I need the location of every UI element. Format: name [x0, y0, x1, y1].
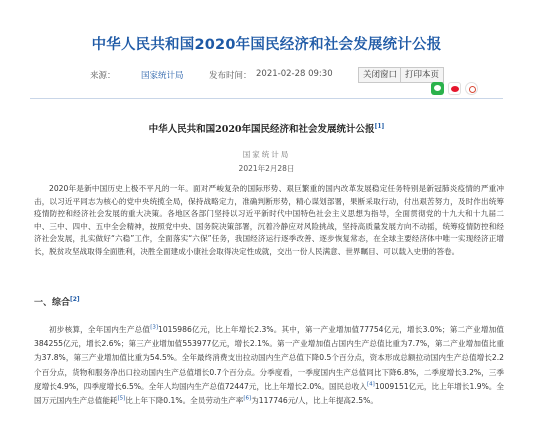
section-heading-text: 一、综合 — [34, 298, 71, 308]
document-title — [0, 121, 533, 135]
close-window-button[interactable]: 关闭窗口 — [358, 67, 402, 83]
footnote-ref-4[interactable]: [4] — [367, 381, 375, 388]
summary-text-2: 1015986亿元，比上年增长2.3%。其中，第一产业增加值77754亿元，增长3.0%；第二产业增加值384255亿元，增长2.6%；第三产业增加值553977亿元，增长2.1%。第一产业增加值占国内生产总值比重为7.7%，第二产业增加值比重为37.8%，第三产业增加值比重为54.5%。全年最终消费支出拉动国内生产总值下降0.5个百分点，资本形成总额拉动国内生产总值增长2.2个百分点，货物和服务净出口拉动国内生产总值增长0.7个百分点。分季度看，一季度国内生产总值同比下降6.8%，二季度增长3.2%，三季度增长4.9%，四季度增长6.5%。全年人均国内生产总值72447元，比上年增长2.0%。国民总收入 — [34, 325, 504, 391]
summary-text-3: 1009151亿元，比上年增长1.9%。全国万元国内生产总值能耗 — [34, 381, 504, 406]
source-link[interactable]: 国家统计局 — [141, 71, 184, 81]
intro-paragraph: 2020年是新中国历史上极不平凡的一年。面对严峻复杂的国际形势、艰巨繁重的国内改革发展稳定任务特别是新冠肺炎疫情的严重冲击，以习近平同志为核心的党中央统揽全局，保持战略定力，准确判断形势，精心谋划部署，果断采取行动，付出艰苦努力，及时作出统筹疫情防控和经济社会发展的重大决策。各地区各部门坚持以习近平新时代中国特色社会主义思想为指导，全面贯彻党的十九大和十九届二中、三中、四中、五中全会精神，按照党中央、国务院决策部署，沉着冷静应对风险挑战，坚持高质量发展方向不动摇，统筹疫情防控和经济社会发展，扎实做好“六稳”工作，全面落实“六保”任务，我国经济运行逐季改善、逐步恢复常态，在全球主要经济体中唯一实现经济正增长，脱贫攻坚战取得全面胜利，决胜全面建成小康社会取得决定性成就，交出一份人民满意、世界瞩目、可以载入史册的答卷。 — [34, 184, 504, 256]
source-label: 来源： — [90, 71, 116, 81]
footnote-ref-1[interactable]: [1] — [374, 122, 385, 130]
footnote-ref-6[interactable]: [6] — [243, 395, 252, 402]
meta-bar — [90, 64, 450, 86]
print-page-button[interactable]: 打印本页 — [400, 67, 444, 83]
summary-text-5: 为117746元/人，比上年提高2.5%。 — [251, 396, 378, 406]
header-divider — [30, 98, 503, 99]
weibo-icon[interactable] — [448, 82, 461, 95]
footnote-ref-5[interactable]: [5] — [117, 395, 126, 402]
footnote-ref-2[interactable]: [2] — [70, 296, 80, 303]
document-org: 国家统计局 — [242, 150, 291, 159]
summary-paragraph — [34, 323, 504, 408]
footnote-ref-3[interactable]: [3] — [150, 324, 158, 331]
summary-text-1: 初步核算，全年国内生产总值 — [49, 325, 151, 334]
document-title-text: 中华人民共和国2020年国民经济和社会发展统计公报 — [148, 124, 375, 135]
wechat-icon[interactable] — [431, 82, 444, 95]
summary-text-4: 比上年下降0.1%。全员劳动生产率 — [125, 396, 244, 406]
section-heading — [34, 295, 80, 308]
publish-time-value: 2021-02-28 09:30 — [256, 69, 333, 79]
page-title: 中华人民共和国2020年国民经济和社会发展统计公报 — [91, 37, 442, 53]
publish-time-label: 发布时间： — [209, 71, 252, 81]
document-date: 2021年2月28日 — [238, 164, 295, 173]
share-icon[interactable] — [465, 82, 478, 95]
